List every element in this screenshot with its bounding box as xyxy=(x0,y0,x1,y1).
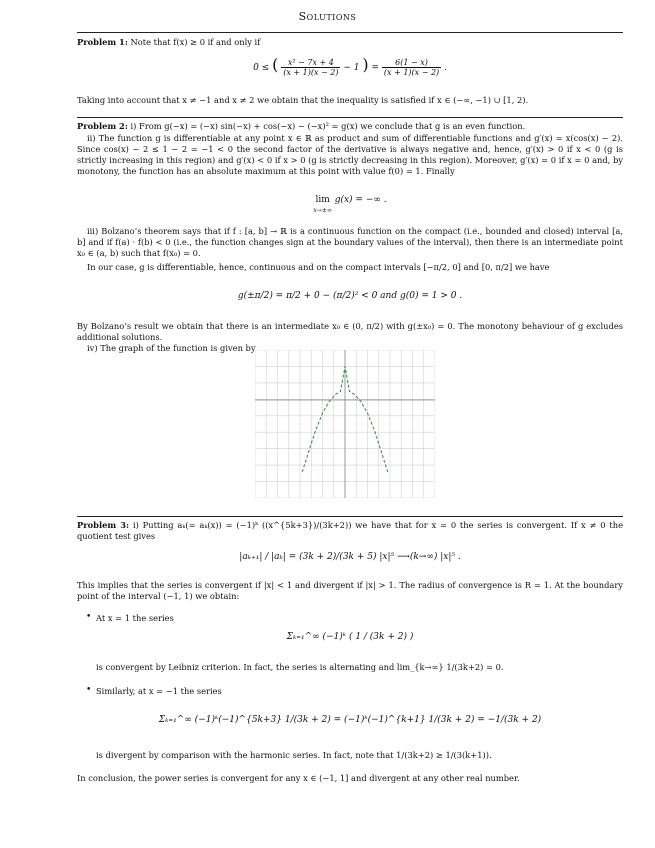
p3-label: Problem 3: xyxy=(77,520,130,530)
frac-2-den: (x + 1)(x − 2) xyxy=(383,68,440,77)
p1-label: Problem 1: xyxy=(77,37,128,47)
eq-mid: − 1 xyxy=(343,63,360,73)
p1-equation: 0 ≤ ( $\frac{\text{x² − 7x + 4}}{(x + 1)(x - 2)}$ − 1 ) = $\frac{6(1 - x)}{(x + 1)(x - 2)}$ . xyxy=(253,55,447,77)
p1-conclusion: Taking into account that x ≠ −1 and x ≠ 2 we obtain that the inequality is satisfied if x ∈ (−∞, −1) ∪ [1, 2). xyxy=(77,95,529,105)
p3-ratio: |aₖ₊₁| / |aₖ| = (3k + 2)/(3k + 5) |x|⁵ ⟶(k→∞) |x|⁵ . xyxy=(239,552,461,562)
section-rule xyxy=(77,516,623,517)
lim-sub: x→±∞ xyxy=(313,207,332,214)
axes xyxy=(255,350,435,498)
eq-lhs: 0 ≤ xyxy=(253,63,270,73)
p3-b1: At x = 1 the series xyxy=(96,613,174,623)
p3-i-text: i) Putting aₖ(= aₖ(x)) = (−1)ᵏ ((x^{5k+3})/(3k+2)) we have that for x = 0 the series is convergent. If x ≠ 0 the quotient test gives xyxy=(77,520,624,541)
running-header: Solutions xyxy=(298,10,357,23)
p2-i-text: i) From g(−x) = (−x) sin(−x) + cos(−x) − (−x)² = g(x) we conclude that g is an even function. xyxy=(130,121,526,131)
lim-word: lim xyxy=(315,195,330,205)
section-rule xyxy=(77,117,623,118)
bullet: • xyxy=(86,612,92,622)
p3-harmonic: is divergent by comparison with the harmonic series. In fact, note that 1/(3k+2) ≥ 1/(3(k+1)). xyxy=(96,750,492,760)
frac-1-den: (x + 1)(x − 2) xyxy=(283,68,339,77)
p2-bolzano: By Bolzano’s result we obtain that there is an intermediate x₀ ∈ (0, π/2) with g(±x₀) = 0. The monotony behaviour of g excludes additional solutions. xyxy=(77,321,623,342)
frac-1 xyxy=(281,58,340,77)
p3-implies: This implies that the series is convergent if |x| < 1 and divergent if |x| > 1. The radius of convergence is R = 1. At the boundary point of the interval (−1, 1) we obtain: xyxy=(77,580,623,601)
frac-2 xyxy=(382,58,441,77)
p3-sum1: Σₖ₌₁^∞ (−1)ᵏ ( 1 / (3k + 2) ) xyxy=(286,632,414,642)
p3-part-i xyxy=(77,520,623,542)
bullet: • xyxy=(86,685,92,695)
p2-limit xyxy=(77,195,623,215)
p3-conclusion: In conclusion, the power series is convergent for any x ∈ (−1, 1] and divergent at any other real number. xyxy=(77,773,520,783)
p3-leibniz: is convergent by Leibniz criterion. In fact, the series is alternating and lim_{k→∞} 1/(3k+2) = 0. xyxy=(96,662,504,672)
p2-part-iii: iii) Bolzano’s theorem says that if f : [a, b] → ℝ is a continuous function on the compact (i.e., bounded and closed) interval [a, b] and if f(a) · f(b) < 0 (i.e., the function changes sign at the boundary values of the interval), then there is an intermediate point x₀ ∈ (a, b) such that f(x₀) = 0. xyxy=(77,226,623,258)
eq-end: . xyxy=(444,63,447,73)
p2-part-ii: ii) The function g is differentiable at any point x ∈ ℝ as product and sum of differentiable functions and g′(x) = x(cos(x) − 2). Since cos(x) − 2 ≤ 1 − 2 = −1 < 0 the second factor of the derivative is always negative and, hence, g′(x) > 0 if x < 0 (g is strictly increasing in this region) and g′(x) < 0 if x > 0 (g is strictly decreasing in this region). Moreover, g′(x) = 0 if x = 0 and, by monotony, the function has an absolute maximum at this point with value f(0) = 1. Finally xyxy=(77,133,623,176)
p3-sum2: Σₖ₌₁^∞ (−1)ᵏ(−1)^{5k+3} 1/(3k + 2) = (−1)ᵏ(−1)^{k+1} 1/(3k + 2) = −1/(3k + 2) xyxy=(158,715,542,725)
p2-label: Problem 2: xyxy=(77,121,128,131)
p3-b2: Similarly, at x = −1 the series xyxy=(96,686,222,696)
frac-1-num: x² − 7x + 4 xyxy=(281,58,340,68)
lim-rest: g(x) = −∞ . xyxy=(334,195,387,205)
p1-intro xyxy=(77,37,623,48)
frac-2-num: 6(1 − x) xyxy=(382,58,441,68)
section-rule xyxy=(77,32,623,33)
p2-part-i xyxy=(77,121,623,132)
p2-case: In our case, g is differentiable, hence, continuous and on the compact intervals [−π/2, 0] and [0, π/2] we have xyxy=(87,262,550,272)
p2-part-iv: iv) The graph of the function is given by xyxy=(87,343,256,353)
p1-intro-text: Note that f(x) ≥ 0 if and only if xyxy=(130,37,261,47)
p2-bolzano-eq: g(±π/2) = π/2 + 0 − (π/2)² < 0 and g(0) = 1 > 0 . xyxy=(237,291,463,301)
function-graph xyxy=(255,350,435,498)
